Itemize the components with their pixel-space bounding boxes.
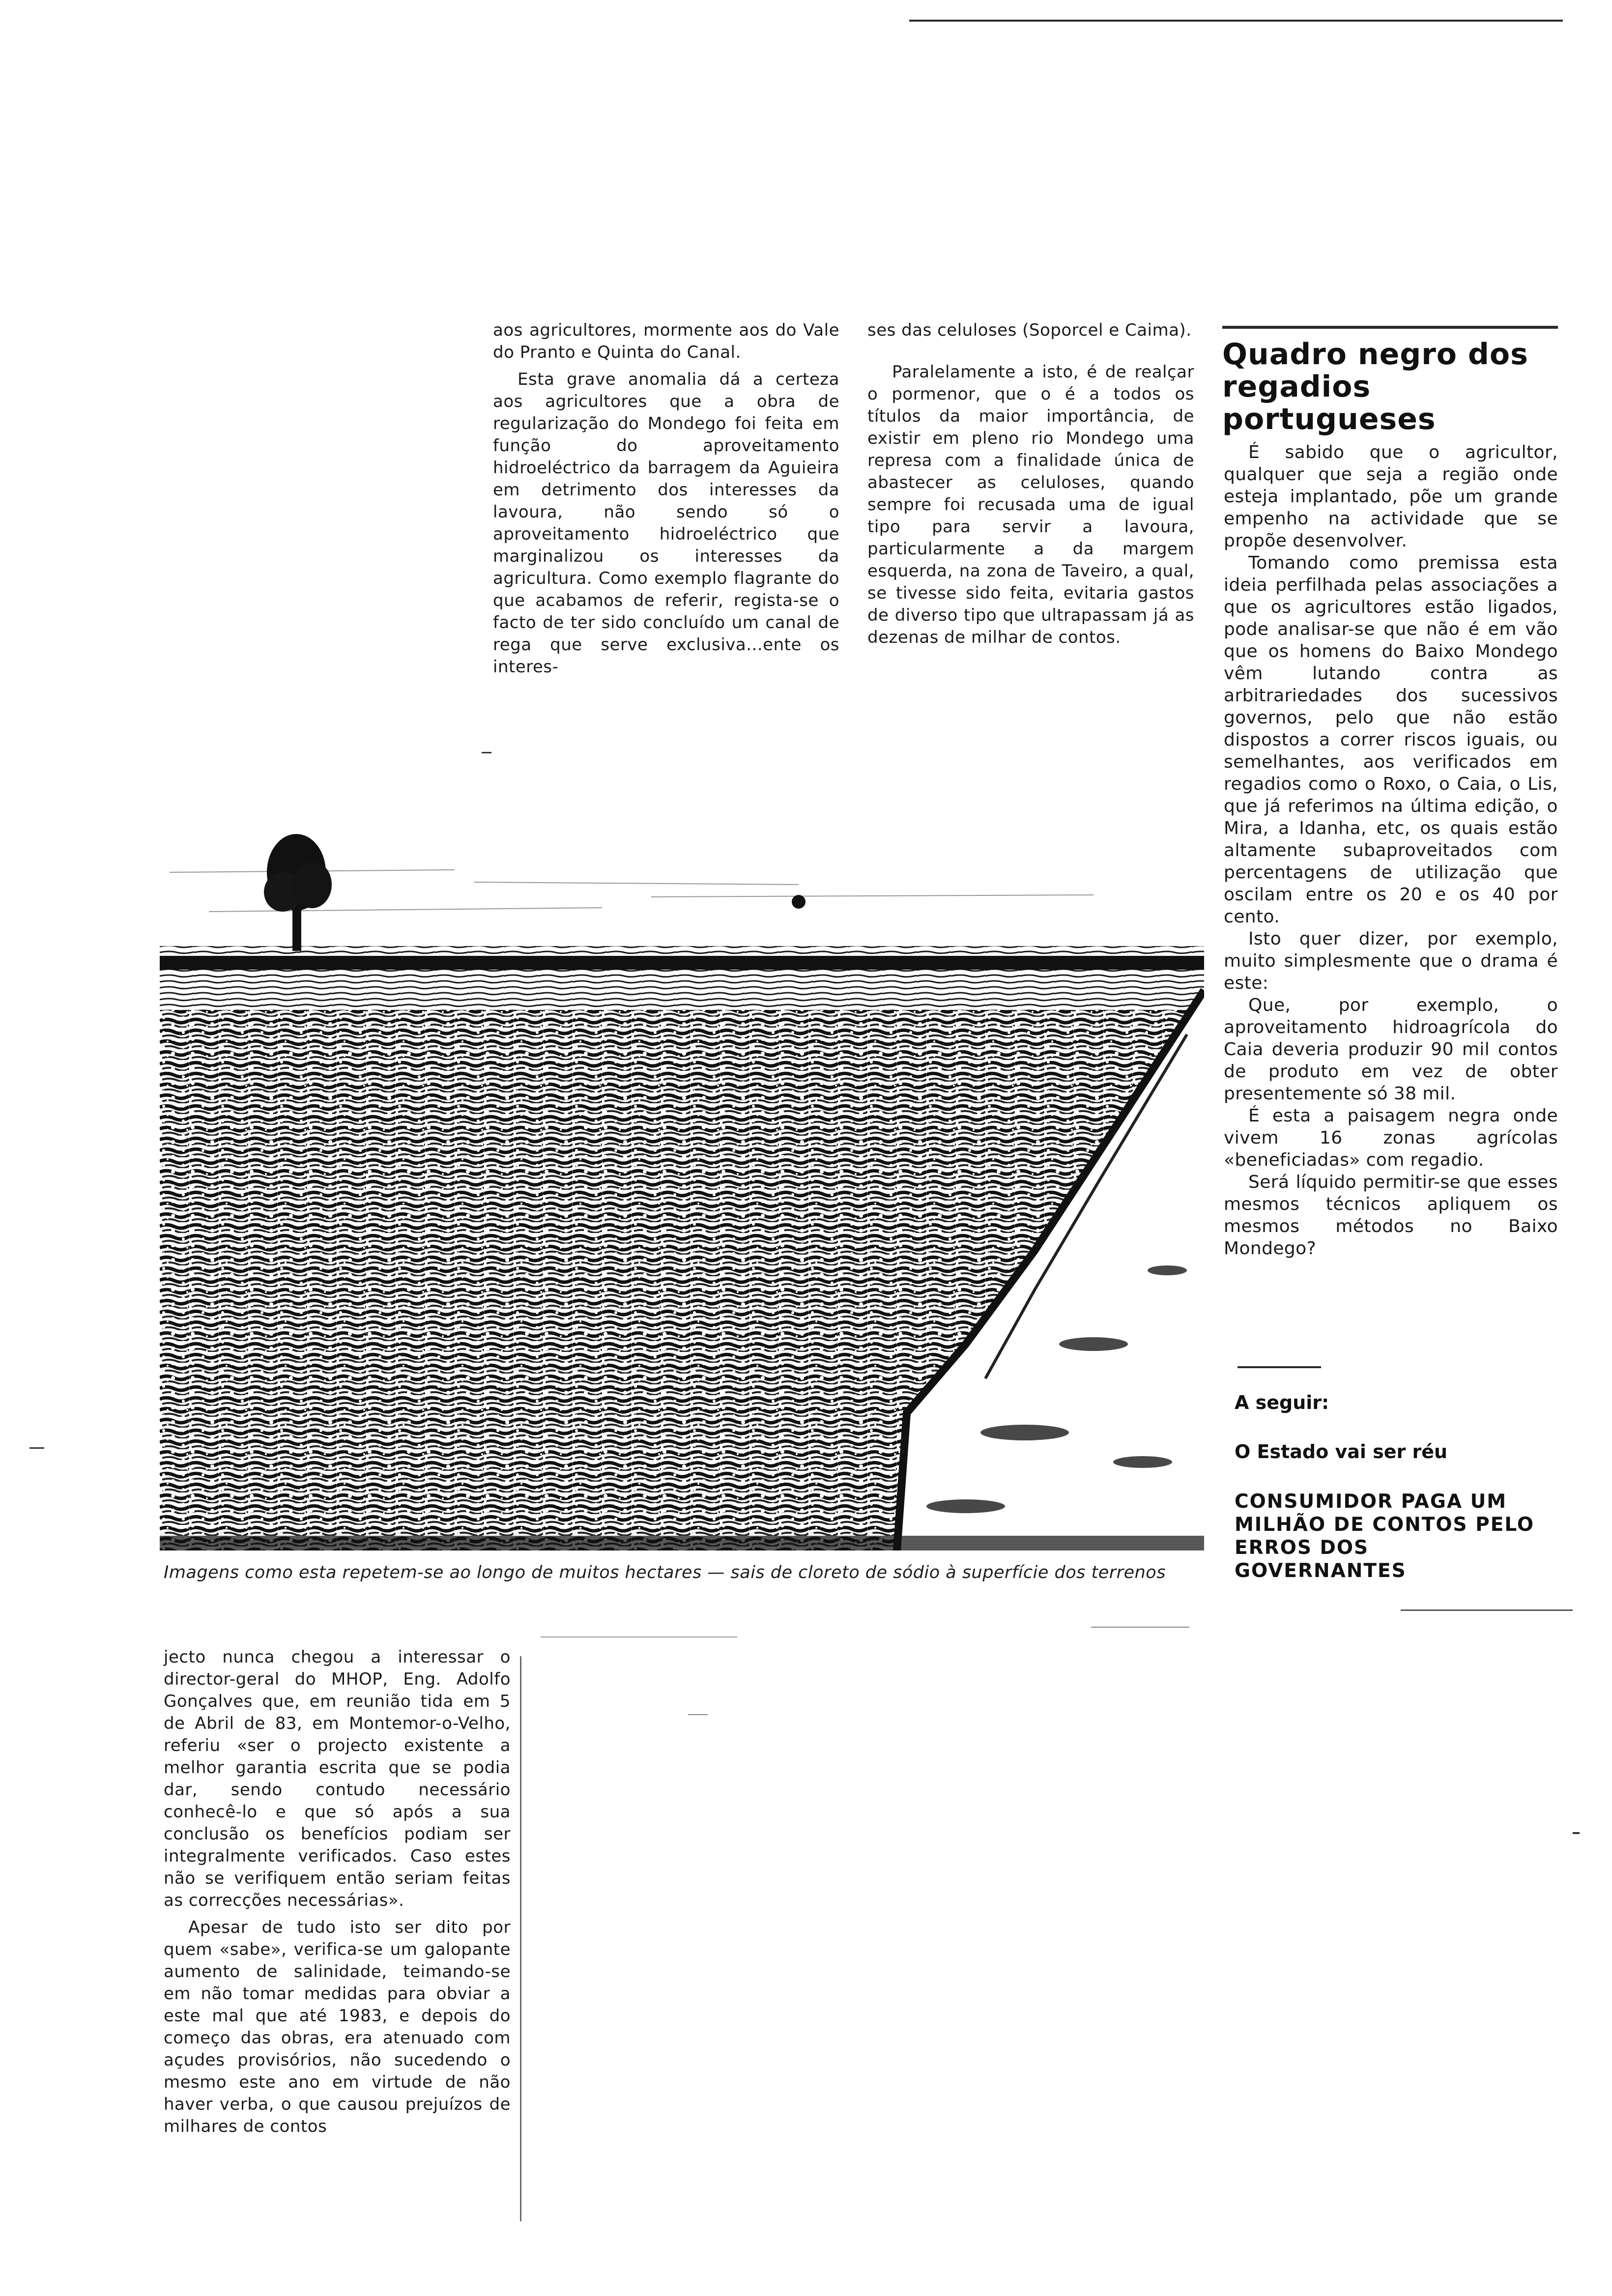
sidebar-paragraph: Isto quer dizer, por exemplo, muito simplesmente que o drama é este: — [1224, 929, 1558, 993]
column-margin-bar — [520, 1656, 521, 2221]
sidebar-bottom-rule — [1401, 1609, 1573, 1611]
next-headline: CONSUMIDOR PAGA UM MILHÃO DE CONTOS PELO ERROS DOS GOVERNANTES — [1235, 1491, 1534, 1582]
article-paragraph: Paralelamente a isto, é de realçar o pormenor, que o é a todos os títulos da maior importância, de existir em pleno rio Mondego uma represa com a finalidade única de abastecer as celuloses, quando sempre foi recusada uma de igual tipo para servir a lavoura, particularmente a da margem esquerda, na zona de Taveiro, a qual, se tivesse sido feita, evitaria gastos de diverso tipo que ultrapassam já as dezenas de milhar de contos. — [867, 362, 1194, 647]
article-column-1 — [493, 319, 839, 678]
article-column-2 — [867, 319, 1194, 649]
sidebar-paragraph: É sabido que o agricultor, qualquer que seja a região onde esteja implantado, põe um grande empenho na actividade que se propõe desenvolver. — [1224, 442, 1558, 551]
sidebar-paragraph: Tomando como premissa esta ideia perfilhada pelas associações a que os agricultores estão ligados, pode analisar-se que não é em vão que os homens do Baixo Mondego vêm lutando contra as arbitrariedades dos sucessivos governos, pelo que não estão dispostos a correr riscos iguais, ou semelhantes, aos verificados em regadios como o Roxo, o Caia, o Lis, que já referimos na última edição, o Mira, a Idanha, etc, os quais estão altamente subaproveitados com percentagens de utilização que oscilam entre os 20 e os 40 por cento. — [1224, 553, 1558, 927]
top-rule — [909, 20, 1563, 22]
sidebar-paragraph: Que, por exemplo, o aproveitamento hidroagrícola do Caia deveria produzir 90 mil contos de produto em vez de obter presentemente só 38 mil. — [1224, 995, 1558, 1104]
field-photo — [160, 779, 1204, 1550]
photo-caption: Imagens como esta repetem-se ao longo de muitos hectares — sais de cloreto de sódio à superfície dos terrenos — [164, 1563, 1166, 1582]
print-mark — [688, 1714, 708, 1715]
print-mark — [482, 752, 491, 753]
article-paragraph: jecto nunca chegou a interessar o director-geral do MHOP, Eng. Adolfo Gonçalves que, em reunião tida em 5 de Abril de 83, em Montemor-o-Velho, referiu «ser o projecto existente a melhor garantia escrita que se podia dar, sendo contudo necessário conhecê-lo e que só após a sua conclusão os benefícios podiam ser integralmente verificados. Caso estes não se verifiquem então seriam feitas as correcções necessárias». — [164, 1647, 511, 1910]
print-mark — [1091, 1627, 1189, 1628]
article-column-bottom — [164, 1646, 511, 2138]
sidebar-paragraph: Será líquido permitir-se que esses mesmos técnicos apliquem os mesmos métodos no Baixo Mondego? — [1224, 1172, 1558, 1259]
article-paragraph: Esta grave anomalia dá a certeza aos agricultores que a obra de regularização do Mondego foi feita em função do aproveitamento hidroeléctrico da barragem da Aguieira em detrimento dos interesses da lavoura, não sendo só o aproveitamento hidroeléctrico que marginalizou os interesses da agricultura. Como exemplo flagrante do que acabamos de referir, regista-se o facto de ter sido concluído um canal de rega que serve exclusiva...ente os interes- — [493, 370, 839, 677]
salty-field-image — [160, 779, 1204, 1550]
print-mark — [29, 1447, 44, 1449]
sidebar-divider — [1238, 1366, 1321, 1368]
article-paragraph: aos agricultores, mormente aos do Vale do Pranto e Quinta do Canal. — [493, 320, 839, 362]
next-label: A seguir: — [1235, 1392, 1329, 1413]
article-paragraph: Apesar de tudo isto ser dito por quem «sabe», verifica-se um galopante aumento de salinidade, teimando-se em não tomar medidas para obviar a este mal que até 1983, e depois do começo das obras, era atenuado com açudes provisórios, não sucedendo o mesmo este ano em virtude de não haver verba, o que causou prejuízos de milhares de contos — [164, 1918, 511, 2136]
sidebar-top-rule — [1222, 326, 1558, 329]
article-paragraph: ses das celuloses (Soporcel e Caima). — [867, 320, 1192, 340]
sidebar-body — [1224, 441, 1558, 1260]
print-mark — [541, 1636, 737, 1637]
sidebar-paragraph: É esta a paisagem negra onde vivem 16 zonas agrícolas «beneficiadas» com regadio. — [1224, 1106, 1558, 1170]
sidebar-headline: Quadro negro dos regadios portugueses — [1222, 337, 1528, 436]
next-title: O Estado vai ser réu — [1235, 1441, 1448, 1463]
print-mark — [1573, 1832, 1580, 1834]
